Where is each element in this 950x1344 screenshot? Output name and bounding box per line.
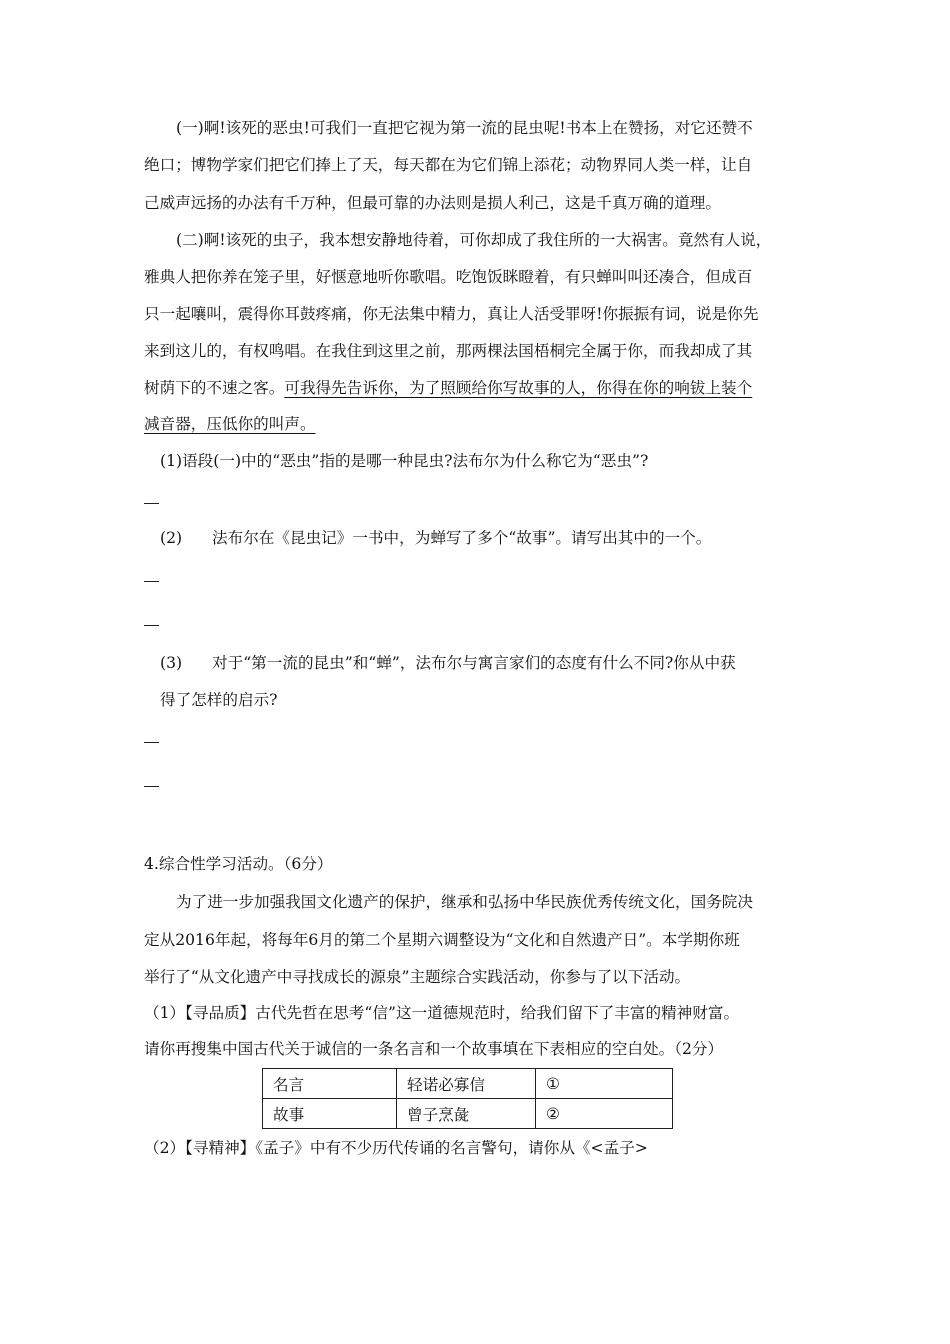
section-4-intro-line-2: 定从2016年起，将每年6月的第二个星期六调整设为“文化和自然遗产日”。本学期你班 — [144, 931, 740, 949]
passage-p1-line-2: 绝口；博物学家们把它们捧上了天，每天都在为它们锦上添花；动物界同人类一样，让自 — [144, 156, 753, 174]
table-cell-example: 曾子烹彘 — [397, 1099, 536, 1129]
answer-line-q2-2[interactable] — [144, 625, 159, 626]
table-cell-label: 名言 — [263, 1069, 397, 1099]
section-4-item-1-line-2: 请你再搜集中国古代关于诚信的一条名言和一个故事填在下表相应的空白处。（2分） — [144, 1040, 724, 1058]
section-4-item-2: （2）【寻精神】《孟子》中有不少历代传诵的名言警句，请你从《<孟子> — [144, 1139, 648, 1157]
question-3-text-line-2: 得了怎样的启示? — [160, 691, 278, 709]
table-row — [263, 1069, 673, 1099]
answer-line-q3-1[interactable] — [144, 742, 159, 743]
question-2-text: 法布尔在《昆虫记》一书中，为蝉写了多个“故事”。请写出其中的一个。 — [212, 529, 712, 547]
table-cell-blank-1[interactable]: ① — [536, 1069, 673, 1099]
integrity-table — [262, 1068, 673, 1129]
passage-p2-line-5 — [144, 378, 752, 398]
table-cell-blank-2[interactable]: ② — [536, 1099, 673, 1129]
passage-underlined-sentence: 可我得先告诉你，为了照顾给你写故事的人，你得在你的响钹上装个 — [284, 379, 753, 397]
passage-p2-line-2: 雅典人把你养在笼子里，好惬意地听你歌唱。吃饱饭眯瞪着，有只蝉叫叫还凑合，但成百 — [144, 268, 753, 286]
passage-p2-line-3: 只一起嚷叫，震得你耳鼓疼痛，你无法集中精力，真让人活受罪呀!你振振有词，说是你先 — [144, 305, 759, 323]
question-3-text: 对于“第一流的昆虫”和“蝉”，法布尔与寓言家们的态度有什么不同?你从中获 — [212, 654, 736, 672]
answer-line-q1[interactable] — [144, 503, 159, 504]
answer-line-q2-1[interactable] — [144, 581, 159, 582]
section-4-item-1-line-1: （1）【寻品质】古代先哲在思考“信”这一道德规范时，给我们留下了丰富的精神财富。 — [144, 1004, 740, 1022]
passage-p2-line-4: 来到这儿的，有权鸣唱。在我住到这里之前，那两棵法国梧桐完全属于你，而我却成了其 — [144, 342, 753, 360]
question-3-number: (3) — [160, 654, 183, 672]
passage-p1-line-3: 己威声远扬的办法有千万种，但最可靠的办法则是损人利己，这是千真万确的道理。 — [144, 194, 721, 212]
section-4-title: 4.综合性学习活动。（6分） — [144, 855, 333, 873]
passage-p2-line-1: (二)啊!该死的虫子，我本想安静地待着，可你却成了我住所的一大祸害。竟然有人说， — [176, 231, 772, 249]
table-cell-example: 轻诺必寡信 — [397, 1069, 536, 1099]
answer-line-q3-2[interactable] — [144, 786, 159, 787]
section-4-intro-line-1: 为了进一步加强我国文化遗产的保护，继承和弘扬中华民族优秀传统文化，国务院决 — [176, 893, 753, 911]
question-2-number: (2) — [160, 529, 183, 547]
question-1: (1)语段(一)中的“恶虫”指的是哪一种昆虫?法布尔为什么称它为“恶虫”? — [160, 452, 649, 470]
passage-p2-line-5-plain: 树荫下的不速之客。 — [144, 379, 285, 397]
passage-p1-line-1: (一)啊!该死的恶虫!可我们一直把它视为第一流的昆虫呢!书本上在赞扬，对它还赞不 — [176, 119, 753, 137]
passage-underlined-end: 减音器，压低你的叫声。 — [144, 415, 316, 433]
table-cell-label: 故事 — [263, 1099, 397, 1129]
table-row — [263, 1099, 673, 1129]
section-4-intro-line-3: 举行了“从文化遗产中寻找成长的源泉”主题综合实践活动，你参与了以下活动。 — [144, 968, 691, 986]
